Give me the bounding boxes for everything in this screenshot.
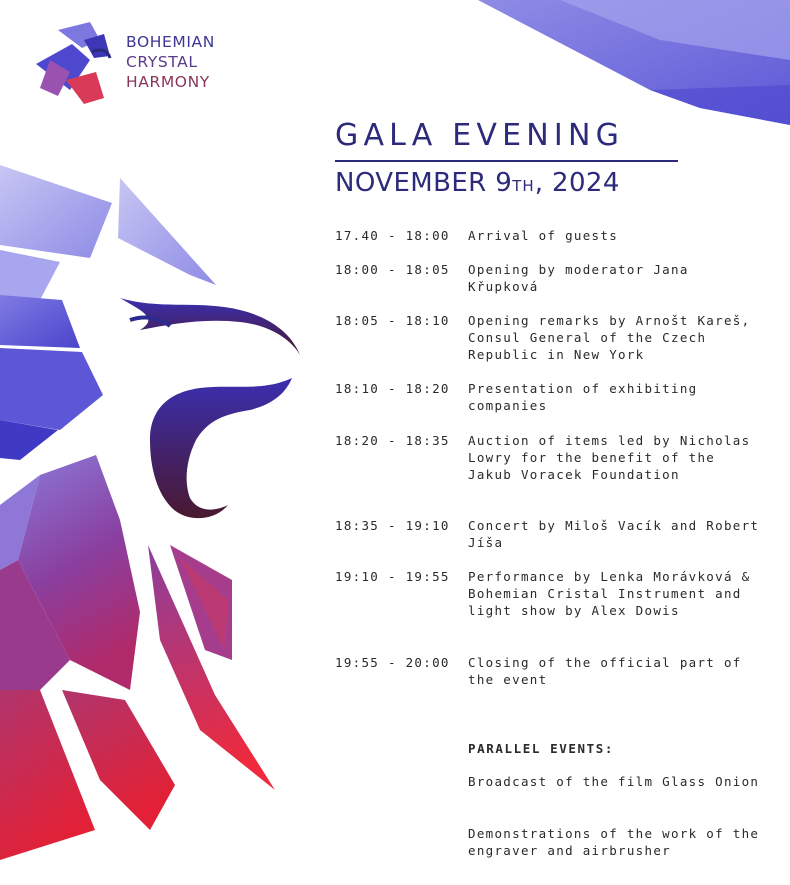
parallel-events <box>468 740 768 757</box>
program-desc: Arrival of guests <box>468 228 619 243</box>
program-desc: Presentation of exhibiting companies <box>468 381 698 413</box>
title-divider <box>335 160 678 162</box>
program-item <box>335 654 768 688</box>
program-time: 17.40 - 18:00 <box>335 228 450 243</box>
program-time: 18:00 - 18:05 <box>335 262 450 277</box>
program-desc: Auction of items led by Nicholas Lowry for the benefit of the Jakub Voracek Foundation <box>468 433 751 482</box>
program-item <box>335 312 768 363</box>
program-desc: Performance by Lenka Morávková & Bohemian Cristal Instrument and light show by Alex Dowis <box>468 569 751 618</box>
program-item <box>335 261 768 295</box>
program-desc: Concert by Miloš Vacík and Robert Jíša <box>468 518 760 550</box>
program-desc: Closing of the official part of the event <box>468 655 742 687</box>
program-time: 19:10 - 19:55 <box>335 569 450 584</box>
parallel-events-heading: PARALLEL EVENTS: <box>468 741 615 756</box>
program-item <box>335 568 768 619</box>
program-time: 18:20 - 18:35 <box>335 433 450 448</box>
parallel-event-item: Broadcast of the film Glass Onion <box>468 774 760 789</box>
parallel-event-item: Demonstrations of the work of the engraver and airbrusher <box>468 826 760 858</box>
program-desc: Opening remarks by Arnošt Kareš, Consul General of the Czech Republic in New York <box>468 313 751 362</box>
brand-line-1: BOHEMIAN <box>126 33 215 51</box>
date-main: NOVEMBER 9 <box>335 168 513 198</box>
program-time: 18:35 - 19:10 <box>335 518 450 533</box>
program-item <box>335 432 768 483</box>
brand-wordmark <box>126 32 215 92</box>
program-item <box>335 380 768 414</box>
program-desc: Opening by moderator Jana Křupková <box>468 262 689 294</box>
program-item <box>335 227 768 244</box>
program-time: 18:05 - 18:10 <box>335 313 450 328</box>
event-title: GALA EVENING <box>335 118 625 153</box>
event-date <box>335 168 620 198</box>
program-time: 19:55 - 20:00 <box>335 655 450 670</box>
brand-line-3: HARMONY <box>126 73 210 91</box>
date-year: , 2024 <box>534 168 620 198</box>
date-suffix: TH <box>512 177 535 195</box>
program-time: 18:10 - 18:20 <box>335 381 450 396</box>
brand-line-2: CRYSTAL <box>126 53 198 71</box>
program-item <box>335 517 768 551</box>
